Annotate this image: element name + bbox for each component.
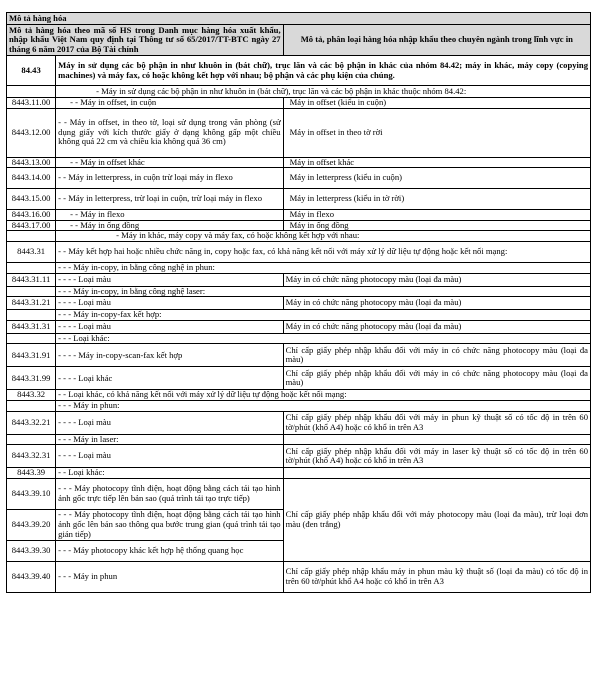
table-row — [7, 241, 591, 262]
hs-code — [7, 231, 56, 242]
hs-code — [7, 434, 56, 445]
table-row — [7, 400, 591, 411]
hs-code: 8443.31.31 — [7, 320, 56, 333]
table-row — [7, 220, 591, 231]
hs-code — [7, 262, 56, 273]
header-hs-description: Mô tả hàng hóa theo mã số HS trong Danh mục hàng hóa xuất khẩu, nhập khẩu Việt Nam quy định tại Thông tư số 65/2017/TT-BTC ngày 27 tháng 6 năm 2017 của Bộ Tài chính — [7, 25, 284, 56]
row-classification: Máy in ống đồng — [283, 220, 590, 231]
hs-code: 8443.31 — [7, 241, 56, 262]
hs-code: 8443.31.11 — [7, 273, 56, 286]
hs-code — [7, 310, 56, 321]
table-row — [7, 411, 591, 434]
hs-code-table — [6, 12, 591, 593]
row-description: - - - - Loại khác — [56, 367, 283, 390]
row-description: - - Máy in offset khác — [56, 157, 283, 168]
row-classification: Chỉ cấp giấy phép nhập khẩu đối với máy in có chức năng photocopy màu (loại đa màu) — [283, 367, 590, 390]
row-classification: Chỉ cấp giấy phép nhập khẩu máy in phun màu kỹ thuật số (loại đa màu) có tốc độ in trên 60 tờ/phút khổ A4 hoặc có khổ in trên A3 — [283, 561, 590, 592]
hs-code: 8443.39.40 — [7, 561, 56, 592]
hs-code: 8443.32 — [7, 390, 56, 401]
hs-code: 8443.16.00 — [7, 210, 56, 221]
row-description: - - - Máy in-copy, in bằng công nghệ laser: — [56, 286, 591, 297]
hs-code — [7, 286, 56, 297]
row-description: - - - - Loại màu — [56, 320, 283, 333]
row-classification: Máy in offset (kiểu in cuộn) — [283, 98, 590, 109]
row-description: - - Loại khác: — [56, 468, 283, 479]
hs-code — [7, 86, 56, 98]
row-classification: Máy in có chức năng photocopy màu (loại đa màu) — [283, 320, 590, 333]
row-classification: Máy in có chức năng photocopy màu (loại đa màu) — [283, 273, 590, 286]
hs-code: 8443.39.20 — [7, 509, 56, 540]
hs-code: 8443.17.00 — [7, 220, 56, 231]
hs-code: 8443.31.91 — [7, 344, 56, 367]
hs-code: 8443.31.99 — [7, 367, 56, 390]
table-row — [7, 367, 591, 390]
row-description: - - Máy in offset, in theo tờ, loại sử dụng trong văn phòng (sử dụng giấy với kích thước giấy ở dạng không gấp một chiều không quá 22 cm và chiều kia không quá 36 cm) — [56, 108, 283, 157]
row-description: - - - - Loại màu — [56, 411, 283, 434]
row-description: - - - Máy in laser: — [56, 434, 283, 445]
table-row — [7, 468, 591, 479]
row-description: - - Máy in letterpress, trừ loại in cuộn, trừ loại máy in flexo — [56, 189, 283, 210]
table-row — [7, 390, 591, 401]
row-classification: Chỉ cấp giấy phép nhập khẩu đối với máy in laser kỹ thuật số có tốc độ in trên 60 tờ/phút (khổ A4) hoặc có khổ in trên A3 — [283, 445, 590, 468]
row-classification: Máy in offset khác — [283, 157, 590, 168]
row-classification: Máy in letterpress (kiểu in cuộn) — [283, 168, 590, 189]
table-row — [7, 157, 591, 168]
hs-code: 8443.39.30 — [7, 540, 56, 561]
row-description: - - - Máy photocopy tĩnh điện, hoạt động bằng cách tái tạo hình ảnh gốc lên bản sao thông qua bước trung gian (quá trình tái tạo gián tiếp) — [56, 509, 283, 540]
hs-code: 8443.39.10 — [7, 478, 56, 509]
row-classification: Máy in offset in theo tờ rời — [283, 108, 590, 157]
row-description: - - Loại khác, có khả năng kết nối với máy xử lý dữ liệu tự động hoặc kết nối mạng: — [56, 390, 591, 401]
hs-code: 8443.31.21 — [7, 297, 56, 310]
row-description: - - - Máy in phun — [56, 561, 283, 592]
table-row — [7, 434, 591, 445]
hs-code: 84.43 — [7, 56, 56, 86]
table-row — [7, 286, 591, 297]
hs-code — [7, 333, 56, 344]
row-description: - - - Máy in-copy-fax kết hợp: — [56, 310, 591, 321]
row-description: - - - Máy photocopy khác kết hợp hệ thống quang học — [56, 540, 283, 561]
table-row — [7, 231, 591, 242]
row-description: - - Máy in letterpress, in cuộn trừ loại máy in flexo — [56, 168, 283, 189]
row-description: - - Máy in offset, in cuộn — [56, 98, 283, 109]
hs-code: 8443.15.00 — [7, 189, 56, 210]
hs-code: 8443.13.00 — [7, 157, 56, 168]
table-row — [7, 478, 591, 509]
row-description: - - - Loại khác: — [56, 333, 591, 344]
row-description: - Máy in khác, máy copy và máy fax, có hoặc không kết hợp với nhau: — [56, 231, 591, 242]
row-description: - - - Máy photocopy tĩnh điện, hoạt động bằng cách tái tạo hình ảnh gốc trực tiếp lên bản sao (quá trình tái tạo trực tiếp) — [56, 478, 283, 509]
table-row — [7, 561, 591, 592]
table-title: Mô tả hàng hóa — [7, 13, 591, 25]
row-description: - - Máy kết hợp hai hoặc nhiều chức năng in, copy hoặc fax, có khả năng kết nối với máy xử lý dữ liệu tự động hoặc kết nối mạng: — [56, 241, 591, 262]
hs-code: 8443.14.00 — [7, 168, 56, 189]
row-description: - - - - Loại màu — [56, 297, 283, 310]
row-classification: Máy in letterpress (kiểu in tờ rời) — [283, 189, 590, 210]
table-row — [7, 210, 591, 221]
row-classification: Chỉ cấp giấy phép nhập khẩu đối với máy photocopy màu (loại đa màu), trừ loại đơn màu (đen trắng) — [283, 478, 590, 561]
hs-code: 8443.11.00 — [7, 98, 56, 109]
row-description: - - - Máy in phun: — [56, 400, 591, 411]
table-row — [7, 310, 591, 321]
row-classification: Máy in flexo — [283, 210, 590, 221]
table-row — [7, 262, 591, 273]
table-row — [7, 98, 591, 109]
table-title-row — [7, 13, 591, 25]
row-classification: Máy in có chức năng photocopy màu (loại đa màu) — [283, 297, 590, 310]
row-description: - - - Máy in-copy, in bằng công nghệ in phun: — [56, 262, 591, 273]
document-page — [6, 12, 591, 593]
hs-code: 8443.39 — [7, 468, 56, 479]
hs-code: 8443.32.31 — [7, 445, 56, 468]
table-row — [7, 344, 591, 367]
row-description: - - - - Máy in-copy-scan-fax kết hợp — [56, 344, 283, 367]
row-description: Máy in sử dụng các bộ phận in như khuôn in (bát chữ), trục lăn và các bộ phận in khác của nhóm 84.42; máy in khác, máy copy (copying machines) và máy fax, có hoặc không kết hợp với nhau; bộ phận và các phụ kiện của chúng. — [56, 56, 591, 86]
table-row — [7, 320, 591, 333]
table-row — [7, 297, 591, 310]
hs-code: 8443.12.00 — [7, 108, 56, 157]
row-description: - - - - Loại màu — [56, 273, 283, 286]
hs-code — [7, 400, 56, 411]
row-description: - - Máy in ống đồng — [56, 220, 283, 231]
row-description: - - - - Loại màu — [56, 445, 283, 468]
table-row — [7, 445, 591, 468]
hs-code: 8443.32.21 — [7, 411, 56, 434]
row-classification-empty — [283, 434, 590, 445]
row-classification-empty — [283, 468, 590, 479]
row-description: - Máy in sử dụng các bộ phận in như khuôn in (bát chữ), trục lăn và các bộ phận in khác thuộc nhóm 84.42: — [56, 86, 591, 98]
table-row — [7, 86, 591, 98]
table-row — [7, 168, 591, 189]
table-row — [7, 189, 591, 210]
table-header-row — [7, 25, 591, 56]
table-row — [7, 108, 591, 157]
table-row — [7, 56, 591, 86]
table-row — [7, 273, 591, 286]
header-classification: Mô tả, phân loại hàng hóa nhập khẩu theo chuyên ngành trong lĩnh vực in — [283, 25, 590, 56]
row-description: - - Máy in flexo — [56, 210, 283, 221]
table-row — [7, 333, 591, 344]
row-classification: Chỉ cấp giấy phép nhập khẩu đối với máy in phun kỹ thuật số có tốc độ in trên 60 tờ/phút (khổ A4) hoặc có khổ in trên A3 — [283, 411, 590, 434]
row-classification: Chỉ cấp giấy phép nhập khẩu đối với máy in có chức năng photocopy màu (loại đa màu) — [283, 344, 590, 367]
